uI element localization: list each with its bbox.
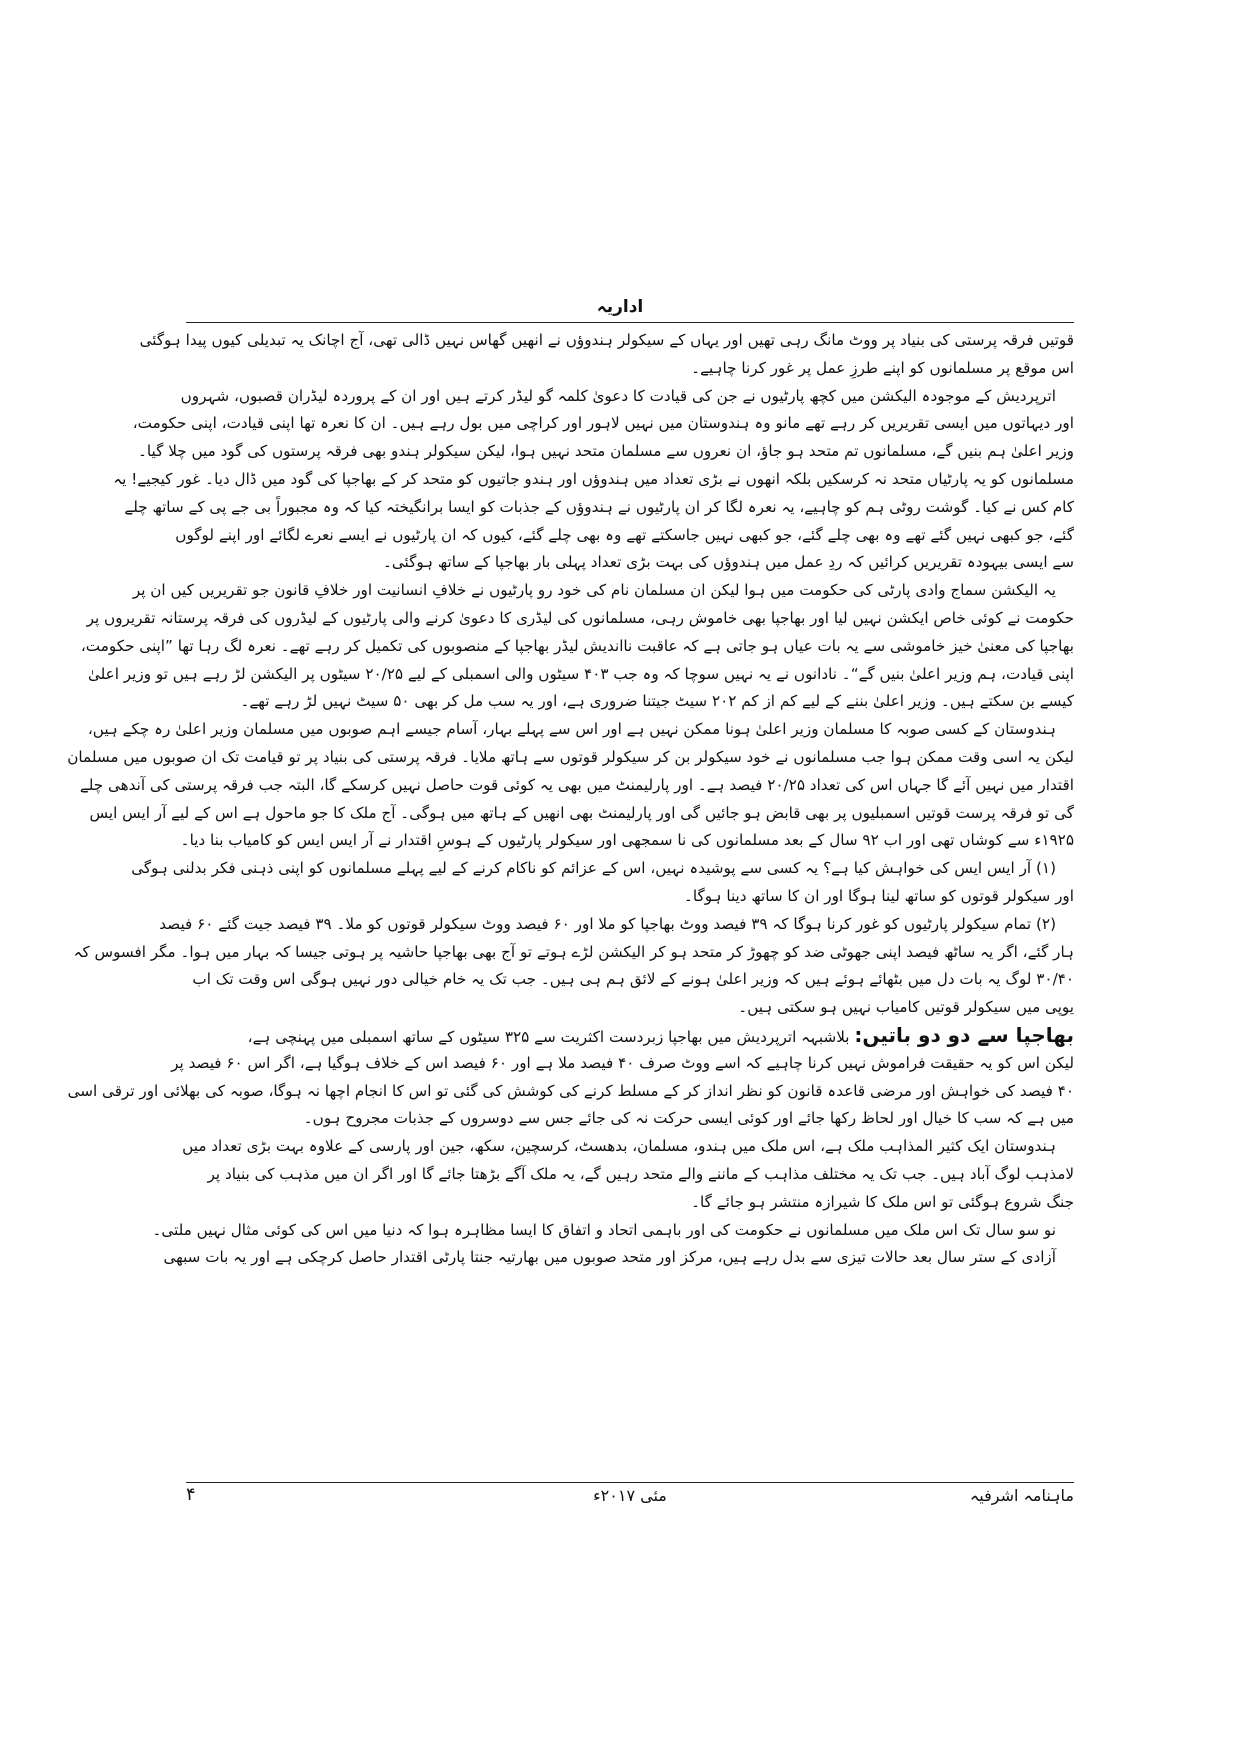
page-footer — [186, 1484, 1074, 1514]
magazine-name: ماہنامہ اشرفیہ — [969, 1486, 1074, 1505]
text-line: نو سو سال تک اس ملک میں مسلمانوں نے حکومت کی اور باہمی اتحاد و اتفاق کا ایسا مظاہرہ ہوا کہ دنیا میں اس کی کوئی مثال نہیں ملتی۔ — [152, 1220, 1056, 1239]
text-line: (۱) آر ایس ایس کی خواہش کیا ہے؟ یہ کسی سے پوشیدہ نہیں، اس کے عزائم کو ناکام کرنے کے لیے پہلے مسلمانوں کو اپنی ذہنی فکر بدلنی ہوگی — [131, 859, 1056, 878]
text-line: ۴۰ فیصد کی خواہش اور مرضی قاعدہ قانون کو نظر انداز کر کے مسلط کرنے کی کوشش کی گئی تو اس کا انجام اچھا نہ ہوگا، صوبہ کی بھلائی اور ترقی اسی — [67, 1081, 1074, 1100]
text-line: یوپی میں سیکولر قوتیں کامیاب نہیں ہو سکتی ہیں۔ — [738, 998, 1074, 1017]
text-line: قوتیں فرقہ پرستی کی بنیاد پر ووٹ مانگ رہی تھیں اور یہاں کے سیکولر ہندوؤں نے انھیں گھاس نہیں ڈالی تھی، آج اچانک یہ تبدیلی کیوں پیدا ہوگئی — [139, 331, 1074, 349]
text-line: اقتدار میں نہیں آئے گا جہاں اس کی تعداد ۲۰/۲۵ فیصد ہے۔ اور پارلیمنٹ میں بھی یہ کوئی قوت حاصل نہیں کرسکے گا، البتہ جب فرقہ پرستی کی آندھی چلے — [79, 775, 1074, 794]
text-line: حکومت نے کوئی خاص ایکشن نہیں لیا اور بھاجپا بھی خاموش رہی، مسلمانوں کی لیڈری کا دعویٰ کرنے والی پارٹیوں کے لیڈروں کی فرقہ پرستانہ تقریروں پر — [86, 608, 1074, 627]
text-line: جنگ شروع ہوگئی تو اس ملک کا شیرازہ منتشر ہو جائے گا۔ — [691, 1192, 1074, 1211]
text-line: ۳۰/۴۰ لوگ یہ بات دل میں بٹھائے ہوئے ہیں کہ وزیر اعلیٰ ہونے کے لائق ہم ہی ہیں۔ جب تک یہ خام خیالی دور نہیں ہوگی اس وقت تک اب — [192, 970, 1074, 989]
text-line: گئے، جو کبھی نہیں گئے تھے وہ بھی چلے گئے، جو کبھی نہیں جاسکتے تھے وہ بھی چلے گئے، کیوں کہ ان پارٹیوں نے ایسے نعرے لگائے اور اپنے لوگوں — [175, 525, 1074, 544]
subheading-text: بلاشبہہ اترپردیش میں بھاجپا زبردست اکثریت سے ۳۲۵ سیٹوں کے ساتھ اسمبلی میں پہنچی ہے، — [247, 1027, 850, 1046]
text-line: ہندوستان کے کسی صوبہ کا مسلمان وزیر اعلیٰ ہونا ممکن نہیں ہے اور اس سے پہلے بہار، آسام جیسے اہم صوبوں میں مسلمان وزیر اعلیٰ رہ چکے ہیں، — [87, 720, 1056, 739]
editorial-body — [67, 327, 1074, 1272]
text-line: سے ایسی بیہودہ تقریریں کرائیں کہ ردِ عمل میں ہندوؤں کی بہت بڑی تعداد پہلی بار بھاجپا کے ساتھ ہوگئی۔ — [382, 553, 1074, 572]
page-number: ۴ — [186, 1484, 196, 1505]
text-line: (۲) تمام سیکولر پارٹیوں کو غور کرنا ہوگا کہ ۳۹ فیصد ووٹ بھاجپا کو ملا اور ۶۰ فیصد ووٹ سیکولر قوتوں کو ملا۔ ۳۹ فیصد جیت گئے ۶۰ فیصد — [159, 914, 1056, 933]
text-line: ہندوستان ایک کثیر المذاہب ملک ہے، اس ملک میں ہندو، مسلمان، بدھسٹ، کرسچین، سکھ، جین اور پارسی کے علاوہ بہت بڑی تعداد میں — [182, 1137, 1056, 1156]
issue-date: مئی ۲۰۱۷ء — [593, 1486, 667, 1505]
text-line: اور سیکولر قوتوں کو ساتھ لینا ہوگا اور ان کا ساتھ دینا ہوگا۔ — [684, 886, 1074, 905]
page-header: اداریہ — [596, 297, 644, 317]
text-line: لامذہب لوگ آباد ہیں۔ جب تک یہ مختلف مذاہب کے ماننے والے متحد رہیں گے، یہ ملک آگے بڑھتا جائے گا اور اگر ان میں مذہب کی بنیاد پر — [207, 1164, 1074, 1183]
header-rule — [186, 322, 1074, 323]
text-line: بھاجپا کی معنیٰ خیز خاموشی سے یہ بات عیاں ہو جاتی ہے کہ عاقبت نااندیش لیڈر بھاجپا کے منصوبوں کی تکمیل کر رہے تھے۔ نعرہ لگ رہا تھا ”اپنی حکومت، — [80, 636, 1074, 655]
text-line: میں ہے کہ سب کا خیال اور لحاظ رکھا جائے اور کوئی ایسی حرکت نہ کی جائے جس سے دوسروں کے جذبات مجروح ہوں۔ — [303, 1109, 1074, 1128]
text-line: کیسے بن سکتے ہیں۔ وزیر اعلیٰ بننے کے لیے کم از کم ۲۰۲ سیٹ جیتنا ضروری ہے، اور یہ سب مل کر بھی ۵۰ سیٹ نہیں لڑ رہے تھے۔ — [240, 692, 1074, 711]
text-line: اس موقع پر مسلمانوں کو اپنے طرزِ عمل پر غور کرنا چاہیے۔ — [691, 358, 1074, 377]
footer-rule — [186, 1482, 1074, 1483]
section-subheading: بھاجپا سے دو دو باتیں: — [854, 1022, 1074, 1047]
text-line — [186, 1022, 1074, 1050]
text-line: یہ الیکشن سماج وادی پارٹی کی حکومت میں ہوا لیکن ان مسلمان نام کی خود رو پارٹیوں نے خلافِ انسانیت اور خلافِ قانون جو تقریریں کیں ان پر — [132, 581, 1056, 600]
text-line: ۱۹۲۵ء سے کوشاں تھی اور اب ۹۲ سال کے بعد مسلمانوں کی نا سمجھی اور سیکولر پارٹیوں کے ہوسِ اقتدار نے آر ایس ایس کو کامیاب بنا دیا۔ — [180, 831, 1074, 850]
text-line: مسلمانوں کو یہ پارٹیاں متحد نہ کرسکیں بلکہ انھوں نے بڑی تعداد میں ہندوؤں اور ہندو جاتیوں کو متحد کر کے بھاجپا کی گود میں ڈال دیا۔ غور کیجیے! یہ — [113, 469, 1074, 488]
text-line: اور دیہاتوں میں ایسی تقریریں کر رہے تھے مانو وہ ہندوستان میں نہیں لاہور اور کراچی میں بول رہے ہیں۔ ان کا نعرہ تھا اپنی قیادت، اپنی حکومت، — [132, 414, 1074, 433]
text-line: اترپردیش کے موجودہ الیکشن میں کچھ پارٹیوں نے جن کی قیادت کا دعویٰ کلمہ گو لیڈر کرتے ہیں اور ان کے پروردہ لیڈران قصبوں، شہروں — [180, 386, 1056, 405]
text-line: اپنی قیادت، ہم وزیر اعلیٰ بنیں گے“۔ نادانوں نے یہ نہیں سوچا کہ وہ جب ۴۰۳ سیٹوں والی اسمبلی کے لیے ۲۰/۲۵ سیٹوں پر الیکشن لڑ رہے ہیں تو وزیر اعلیٰ — [87, 664, 1074, 683]
text-line: لیکن اس کو یہ حقیقت فراموش نہیں کرنا چاہیے کہ اسے ووٹ صرف ۴۰ فیصد ملا ہے اور ۶۰ فیصد اس کے خلاف ہوگیا ہے، اگر اس ۶۰ فیصد پر — [171, 1053, 1074, 1072]
text-line: وزیر اعلیٰ ہم بنیں گے، مسلمانوں تم متحد ہو جاؤ، ان نعروں سے مسلمان متحد نہیں ہوا، لیکن سیکولر ہندو بھی فرقہ پرستوں کی گود میں چلا گیا۔ — [138, 442, 1074, 461]
text-line: لیکن یہ اسی وقت ممکن ہوا جب مسلمانوں نے خود سیکولر بن کر سیکولر قوتوں سے ہاتھ ملایا۔ فرقہ پرستی کی بنیاد پر تو قیامت تک ان صوبوں میں مسلمان — [67, 747, 1074, 766]
text-line: ہار گئے، اگر یہ ساٹھ فیصد اپنی جھوٹی ضد کو چھوڑ کر متحد ہو کر الیکشن لڑے ہوتے تو آج بھی بھاجپا حاشیہ پر ہوتی جیسا کہ بہار میں ہوا۔ مگر افسوس کہ — [73, 942, 1074, 961]
text-line: آزادی کے ستر سال بعد حالات تیزی سے بدل رہے ہیں، مرکز اور متحد صوبوں میں بھارتیہ جنتا پارٹی اقتدار حاصل کرچکی ہے اور یہ بات سبھی — [163, 1248, 1056, 1267]
text-line: کام کس نے کیا۔ گوشت روٹی ہم کو چاہیے، یہ نعرہ لگا کر ان پارٹیوں نے ہندوؤں کے جذبات کو ایسا برانگیختہ کیا کہ وہ مجبوراً بی جے پی کے ساتھ چلے — [124, 497, 1074, 516]
text-line: گی تو فرقہ پرست قوتیں اسمبلیوں پر بھی قابض ہو جائیں گی اور پارلیمنٹ بھی انھیں کے ہاتھ میں ہوگی۔ آج ملک کا جو ماحول ہے اس کے لیے آر ایس ایس — [89, 803, 1074, 822]
